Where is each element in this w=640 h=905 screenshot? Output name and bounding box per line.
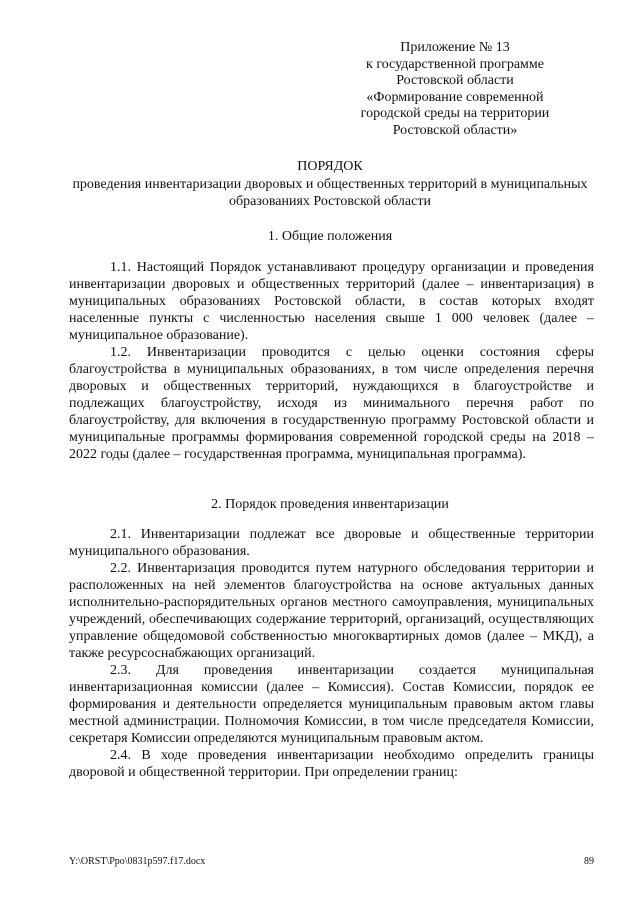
section-heading: 1. Общие положения bbox=[267, 229, 393, 244]
appendix-header bbox=[320, 40, 590, 139]
paragraph: 1.1. Настоящий Порядок устанавливают процедуру организации и проведения инвентаризации дворовых и общественных территорий (далее – инвентаризация) в муниципальных образованиях Ростовской области, в состав которых входят населенные пункты с численностью населения свыше 1 000 человек (далее – муниципальное образование). bbox=[69, 260, 594, 343]
appendix-line: Ростовской области bbox=[396, 73, 514, 88]
file-path: Y:\ORST\Ppo\0831p597.f17.docx bbox=[69, 856, 206, 867]
paragraph: 2.2. Инвентаризация проводится путем натурного обследования территории и расположенных на ней элементов благоустройства на основе актуальных данных исполнительно-распорядительных органов местного самоуправления, муниципальных учреждений, обеспечивающих содержание территорий, организаций, осуществляющих управление общедомовой собственностью многоквартирных домов (далее – МКД), а также ресурсоснабжающих организаций. bbox=[69, 561, 594, 661]
paragraph: 2.4. В ходе проведения инвентаризации необходимо определить границы дворовой и общественной территории. При определении границ: bbox=[69, 748, 594, 780]
paragraph: 1.2. Инвентаризации проводится с целью оценки состояния сферы благоустройства в муниципальных образованиях, в том числе определения перечня дворовых и общественных территорий, нуждающихся в благоустройстве и подлежащих благоустройству, исходя из минимального перечня работ по благоустройству, для включения в государственную программу Ростовской области и муниципальные программы формирования современной городской среды на 2018 – 2022 годы (далее – государственная программа, муниципальная программа). bbox=[69, 345, 594, 462]
appendix-line: Ростовской области» bbox=[392, 122, 518, 138]
page-number: 89 bbox=[584, 856, 594, 867]
section-heading: 2. Порядок проведения инвентаризации bbox=[211, 497, 449, 512]
appendix-line: «Формирование современной bbox=[366, 89, 544, 105]
appendix-line: Приложение № 13 bbox=[400, 40, 510, 55]
paragraph: 2.1. Инвентаризации подлежат все дворовые и общественные территории муниципального образования. bbox=[69, 527, 594, 559]
appendix-line: городской среды на территории bbox=[360, 106, 550, 121]
document-subtitle: проведения инвентаризации дворовых и общественных территорий в муниципальных образованиях Ростовской области bbox=[72, 177, 588, 209]
section-body bbox=[69, 259, 594, 463]
paragraph: 2.3. Для проведения инвентаризации создается муниципальная инвентаризационная комиссии (далее – Комиссия). Состав Комиссии, порядок ее формирования и деятельности определяется муниципальным правовым актом главы местной администрации. Полномочия Комиссии, в том числе председателя Комиссии, секретаря Комиссии определяются муниципальным правовым актом. bbox=[69, 663, 594, 746]
document-title: ПОРЯДОК bbox=[297, 159, 363, 174]
section-body bbox=[69, 526, 594, 781]
appendix-line: к государственной программе bbox=[366, 56, 544, 72]
